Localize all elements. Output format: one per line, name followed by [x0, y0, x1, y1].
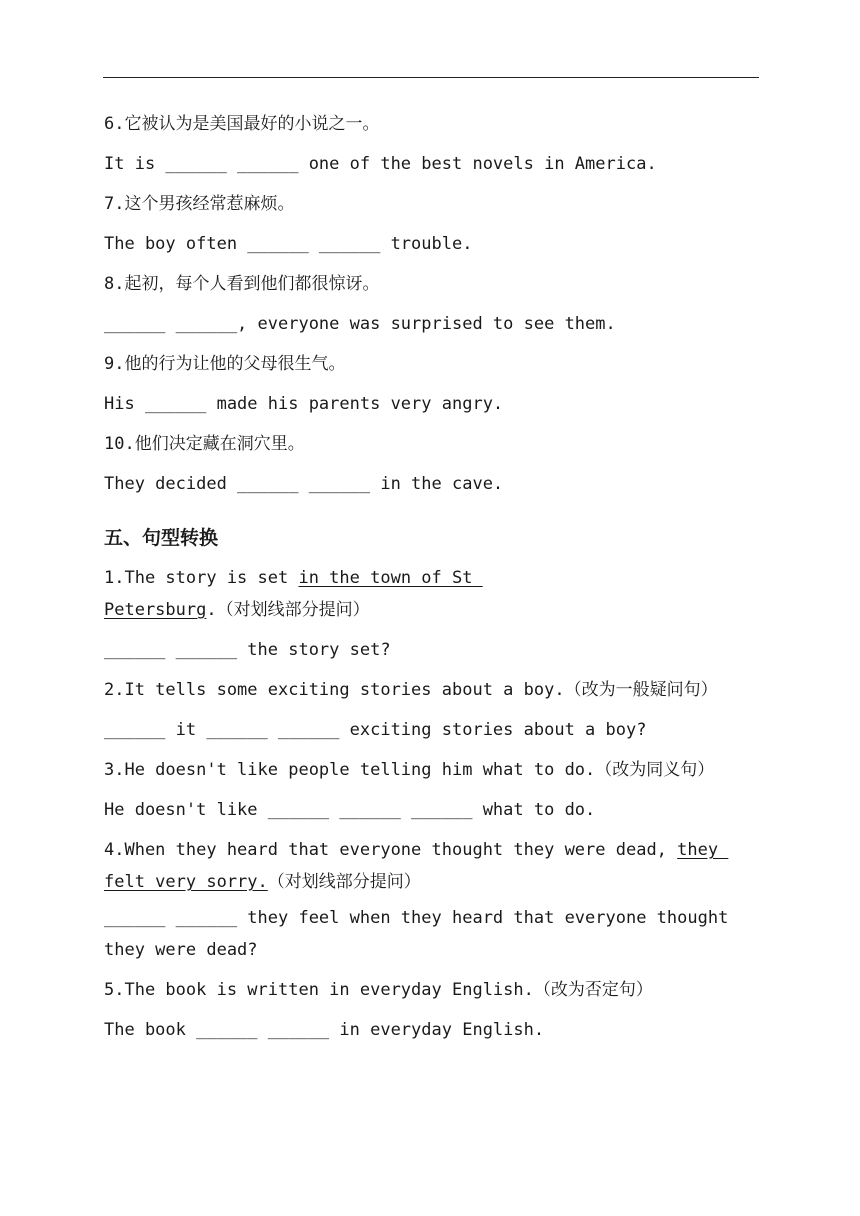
p5-q4-underlined: they felt very sorry.: [104, 840, 729, 892]
q9-english: His ______ made his parents very angry.: [104, 394, 504, 414]
header-rule: [103, 77, 759, 78]
q9-chinese: 9.他的行为让他的父母很生气。: [104, 354, 346, 374]
p5-q4-text: 4.When they heard that everyone thought they were dead,: [104, 840, 678, 860]
section-title: 五、句型转换: [104, 527, 219, 549]
p5-q4-instruction: （对划线部分提问）: [267, 872, 421, 892]
p5-q4-question: [104, 834, 744, 898]
p5-q1-question: [104, 562, 744, 626]
q6-chinese: 6.它被认为是美国最好的小说之一。: [104, 114, 380, 134]
p5-q3-answer: He doesn't like ______ ______ ______ what to do.: [104, 800, 596, 820]
worksheet-content: [104, 104, 744, 1050]
p5-q5-question: 5.The book is written in everyday English.（改为否定句）: [104, 980, 653, 1000]
q8-chinese: 8.起初，每个人看到他们都很惊讶。: [104, 274, 380, 294]
p5-q3-question: 3.He doesn't like people telling him what to do.（改为同义句）: [104, 760, 715, 780]
p5-q1-answer: ______ ______ the story set?: [104, 640, 391, 660]
q10-chinese: 10.他们决定藏在洞穴里。: [104, 434, 305, 454]
q10-english: They decided ______ ______ in the cave.: [104, 474, 504, 494]
p5-q5-answer: The book ______ ______ in everyday English.: [104, 1020, 545, 1040]
q8-english: ______ ______, everyone was surprised to see them.: [104, 314, 616, 334]
q7-chinese: 7.这个男孩经常惹麻烦。: [104, 194, 295, 214]
p5-q2-answer: ______ it ______ ______ exciting stories about a boy?: [104, 720, 647, 740]
q6-english: It is ______ ______ one of the best novels in America.: [104, 154, 657, 174]
p5-q1-underlined: in the town of St Petersburg: [104, 568, 483, 620]
p5-q4-answer: ______ ______ they feel when they heard that everyone thought they were dead?: [104, 908, 739, 960]
q7-english: The boy often ______ ______ trouble.: [104, 234, 473, 254]
p5-q2-question: 2.It tells some exciting stories about a boy.（改为一般疑问句）: [104, 680, 718, 700]
p5-q1-instruction: .（对划线部分提问）: [206, 600, 370, 620]
p5-q1-text: 1.The story is set: [104, 568, 299, 588]
